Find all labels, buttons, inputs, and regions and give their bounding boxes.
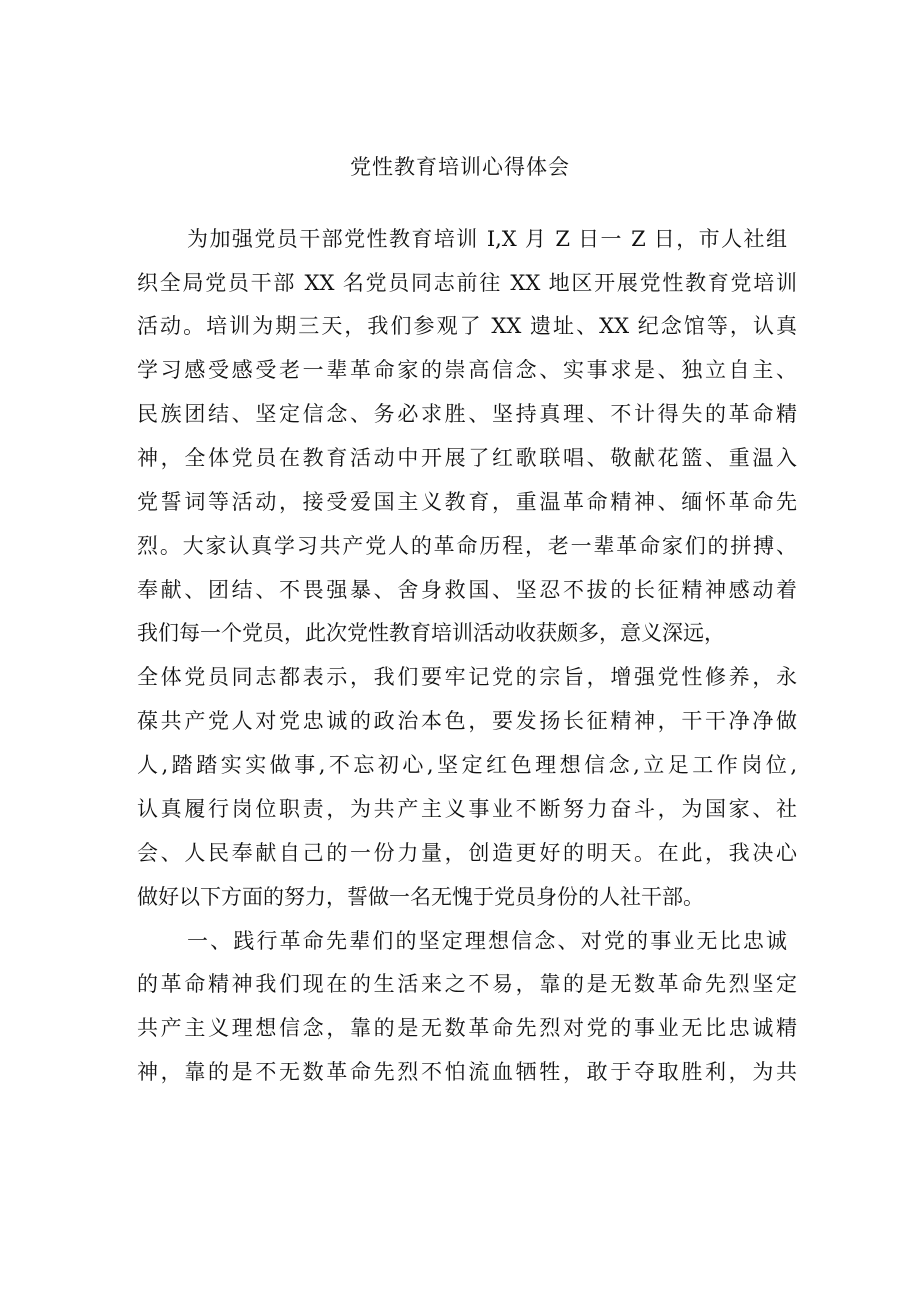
paragraph-1-line-16: 做好以下方面的努力，誓做一名无愧于党员身份的人社干部。 (137, 885, 704, 909)
document-title: 党性教育培训心得体会 (350, 155, 570, 179)
paragraph-1-line-14: 认真履行岗位职责，为共产主义事业不断努力奋斗，为国家、社 (137, 797, 797, 821)
paragraph-1-line-9: 奉献、团结、不畏强暴、舍身救国、坚忍不拔的长征精神感动着 (137, 578, 797, 602)
paragraph-1-line-3: 活动。培训为期三天，我们参观了 XX 遗址、XX 纪念馆等，认真 (137, 314, 797, 338)
paragraph-2-line-1: 一、践行革命先辈们的坚定理想信念、对党的事业无比忠诚 (187, 929, 787, 953)
paragraph-1-line-12: 葆共产党人对党忠诚的政治本色，要发扬长征精神，干干净净做 (137, 709, 797, 733)
paragraph-2-line-4: 神，靠的是不无数革命先烈不怕流血牺牲，敢于夺取胜利，为共 (137, 1060, 797, 1084)
paragraph-1-line-4: 学习感受感受老一辈革命家的崇高信念、实事求是、独立自主、 (137, 358, 797, 382)
paragraph-1-line-13: 人,踏踏实实做事,不忘初心,坚定红色理想信念,立足工作岗位, (137, 753, 797, 777)
paragraph-1-line-10: 我们每一个党员，此次党性教育培训活动收获颇多，意义深远， (137, 621, 725, 645)
paragraph-1-line-8: 烈。大家认真学习共产党人的革命历程，老一辈革命家们的拼搏、 (137, 534, 797, 558)
paragraph-1-line-11: 全体党员同志都表示，我们要牢记党的宗旨，增强党性修养，永 (137, 665, 797, 689)
paragraph-1-line-2: 织全局党员干部 XX 名党员同志前往 XX 地区开展党性教育党培训 (137, 271, 797, 295)
paragraph-1-line-1: 为加强党员干部党性教育培训 I,X 月 Z 日一 Z 日，市人社组 (187, 227, 787, 251)
paragraph-1-line-5: 民族团结、坚定信念、务必求胜、坚持真理、不计得失的革命精 (137, 402, 797, 426)
paragraph-1-line-7: 党誓词等活动，接受爱国主义教育，重温革命精神、缅怀革命先 (137, 490, 797, 514)
paragraph-1-line-6: 神，全体党员在教育活动中开展了红歌联唱、敬献花篮、重温入 (137, 446, 797, 470)
paragraph-2-line-2: 的革命精神我们现在的生活来之不易，靠的是无数革命先烈坚定 (137, 972, 797, 996)
paragraph-1-line-15: 会、人民奉献自己的一份力量，创造更好的明天。在此，我决心 (137, 841, 797, 865)
paragraph-2-line-3: 共产主义理想信念，靠的是无数革命先烈对党的事业无比忠诚精 (137, 1016, 797, 1040)
